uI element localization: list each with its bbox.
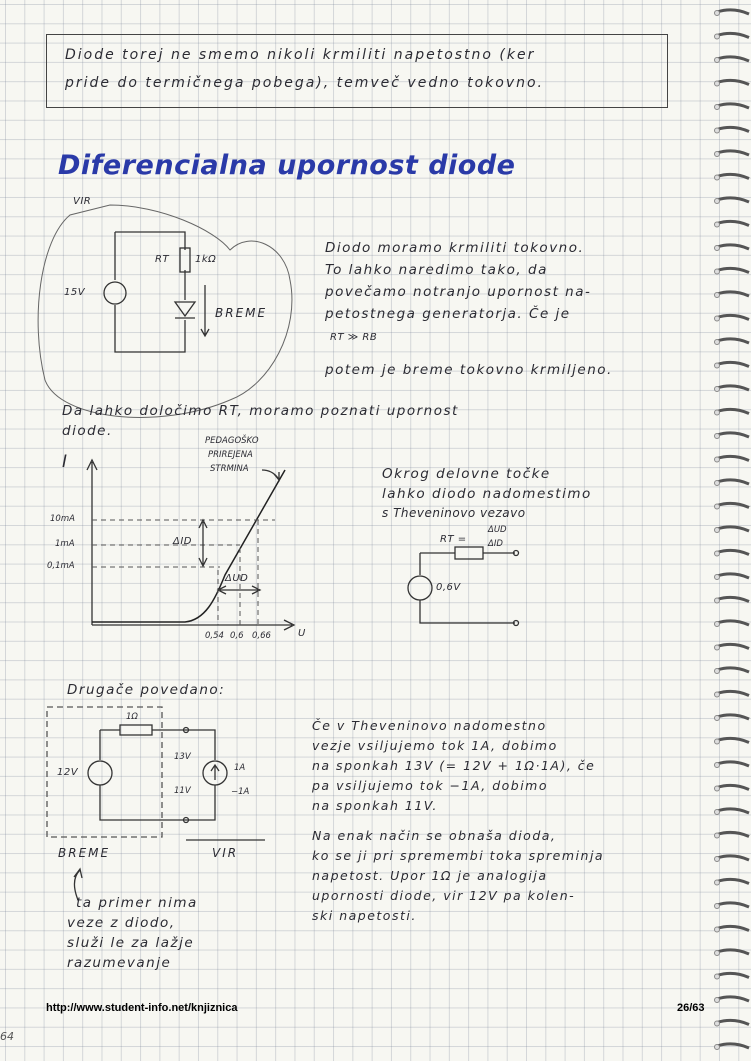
graph-y-label: I (62, 452, 68, 472)
note2-line4: razumevanje (67, 955, 172, 971)
circuit-vir-label: VIR (73, 196, 92, 207)
example-i-top: 1A (234, 763, 246, 773)
example-v-bottom: 11V (174, 786, 191, 796)
note-line-2: pride do termičnega pobega), temveč vedno tokovno. (65, 75, 545, 91)
graph-delta-u: ΔUD (225, 573, 249, 584)
text1-line2: To lahko naredimo tako, da (325, 262, 548, 278)
graph-y-tick-01ma: 0,1mA (47, 561, 75, 571)
rt-formula-lhs: RT = (440, 534, 467, 545)
example-circuit (100, 730, 215, 820)
text4-line4: pa vsiljujemo tok −1A, dobimo (312, 778, 549, 793)
text5-line1: Na enak način se obnaša dioda, (312, 828, 557, 843)
text2-line1: Da lahko določimo RT, moramo poznati upornost (62, 403, 459, 419)
page-number: 26/63 (677, 1002, 705, 1014)
text2-line2: diode. (62, 423, 113, 439)
graph-annotation-1: PEDAGOŠKO (205, 436, 259, 446)
voltage-source-15v (104, 282, 126, 304)
page-title: Diferencialna upornost diode (58, 150, 516, 181)
text1-line3: povečamo notranjo upornost na- (325, 284, 592, 300)
example-left-source: 12V (57, 767, 79, 778)
note2-line2: veze z diodo, (67, 915, 176, 931)
circuit-load-label: BREME (215, 306, 268, 320)
text1-formula: RT ≫ RB (330, 332, 378, 343)
graph-annotation-3: STRMINA (210, 464, 249, 474)
text5-line3: napetost. Upor 1Ω je analogija (312, 868, 548, 883)
note-line-1: Diode torej ne smemo nikoli krmiliti napetostno (ker (65, 47, 536, 63)
example-load-label: BREME (58, 846, 111, 860)
text3-line3: s Theveninovo vezavo (382, 506, 526, 520)
margin-number: 64 (0, 1030, 14, 1043)
graph-y-tick-10ma: 10mA (50, 514, 75, 524)
graph-x-tick-06: 0,6 (230, 631, 244, 641)
text5-line2: ko se ji pri spremembi toka spreminja (312, 848, 605, 863)
circuit-rt-label: RT (155, 254, 170, 265)
text3-line2: lahko diodo nadomestimo (382, 486, 592, 502)
graph-x-tick-054: 0,54 (205, 631, 224, 641)
rt-resistor (180, 248, 190, 272)
graph-delta-i: ΔID (173, 536, 192, 547)
diode-symbol (175, 302, 195, 318)
note2-line3: služi le za lažje (67, 935, 195, 951)
thevenin-voltage: 0,6V (436, 582, 461, 593)
text5-line5: ski napetosti. (312, 908, 417, 923)
graph-x-tick-066: 0,66 (252, 631, 271, 641)
thevenin-circuit (420, 553, 515, 623)
graph-y-tick-1ma: 1mA (55, 539, 75, 549)
text1-line4: petostnega generatorja. Če je (325, 306, 571, 322)
graph-x-label: U (298, 628, 306, 639)
text1-line1: Diodo moramo krmiliti tokovno. (325, 240, 585, 256)
rt-formula-num: ΔUD (488, 525, 507, 535)
text3-line1: Okrog delovne točke (382, 466, 551, 482)
text5-line4: upornosti diode, vir 12V pa kolen- (312, 888, 576, 903)
example-v-top: 13V (174, 752, 191, 762)
text4-line2: vezje vsiljujemo tok 1A, dobimo (312, 738, 558, 753)
text1-line6: potem je breme tokovno krmiljeno. (325, 362, 613, 378)
example-i-bottom: −1A (231, 787, 250, 797)
graph-annotation-2: PRIREJENA (208, 450, 253, 460)
rt-formula-den: ΔID (488, 539, 503, 549)
text4-line3: na sponkah 13V (= 12V + 1Ω·1A), če (312, 758, 596, 773)
note2-line1: ta primer nima (76, 895, 198, 911)
footer-link[interactable]: http://www.student-info.net/knjiznica (46, 1002, 238, 1014)
text4-line1: Če v Theveninovo nadomestno (312, 718, 547, 733)
example-resistor-value: 1Ω (126, 712, 138, 722)
circuit-voltage: 15V (64, 287, 86, 298)
circuit-resistor-value: 1kΩ (195, 254, 217, 265)
text4-line5: na sponkah 11V. (312, 798, 438, 813)
section2-heading: Drugače povedano: (67, 682, 226, 698)
example-source-label: VIR (212, 846, 239, 860)
